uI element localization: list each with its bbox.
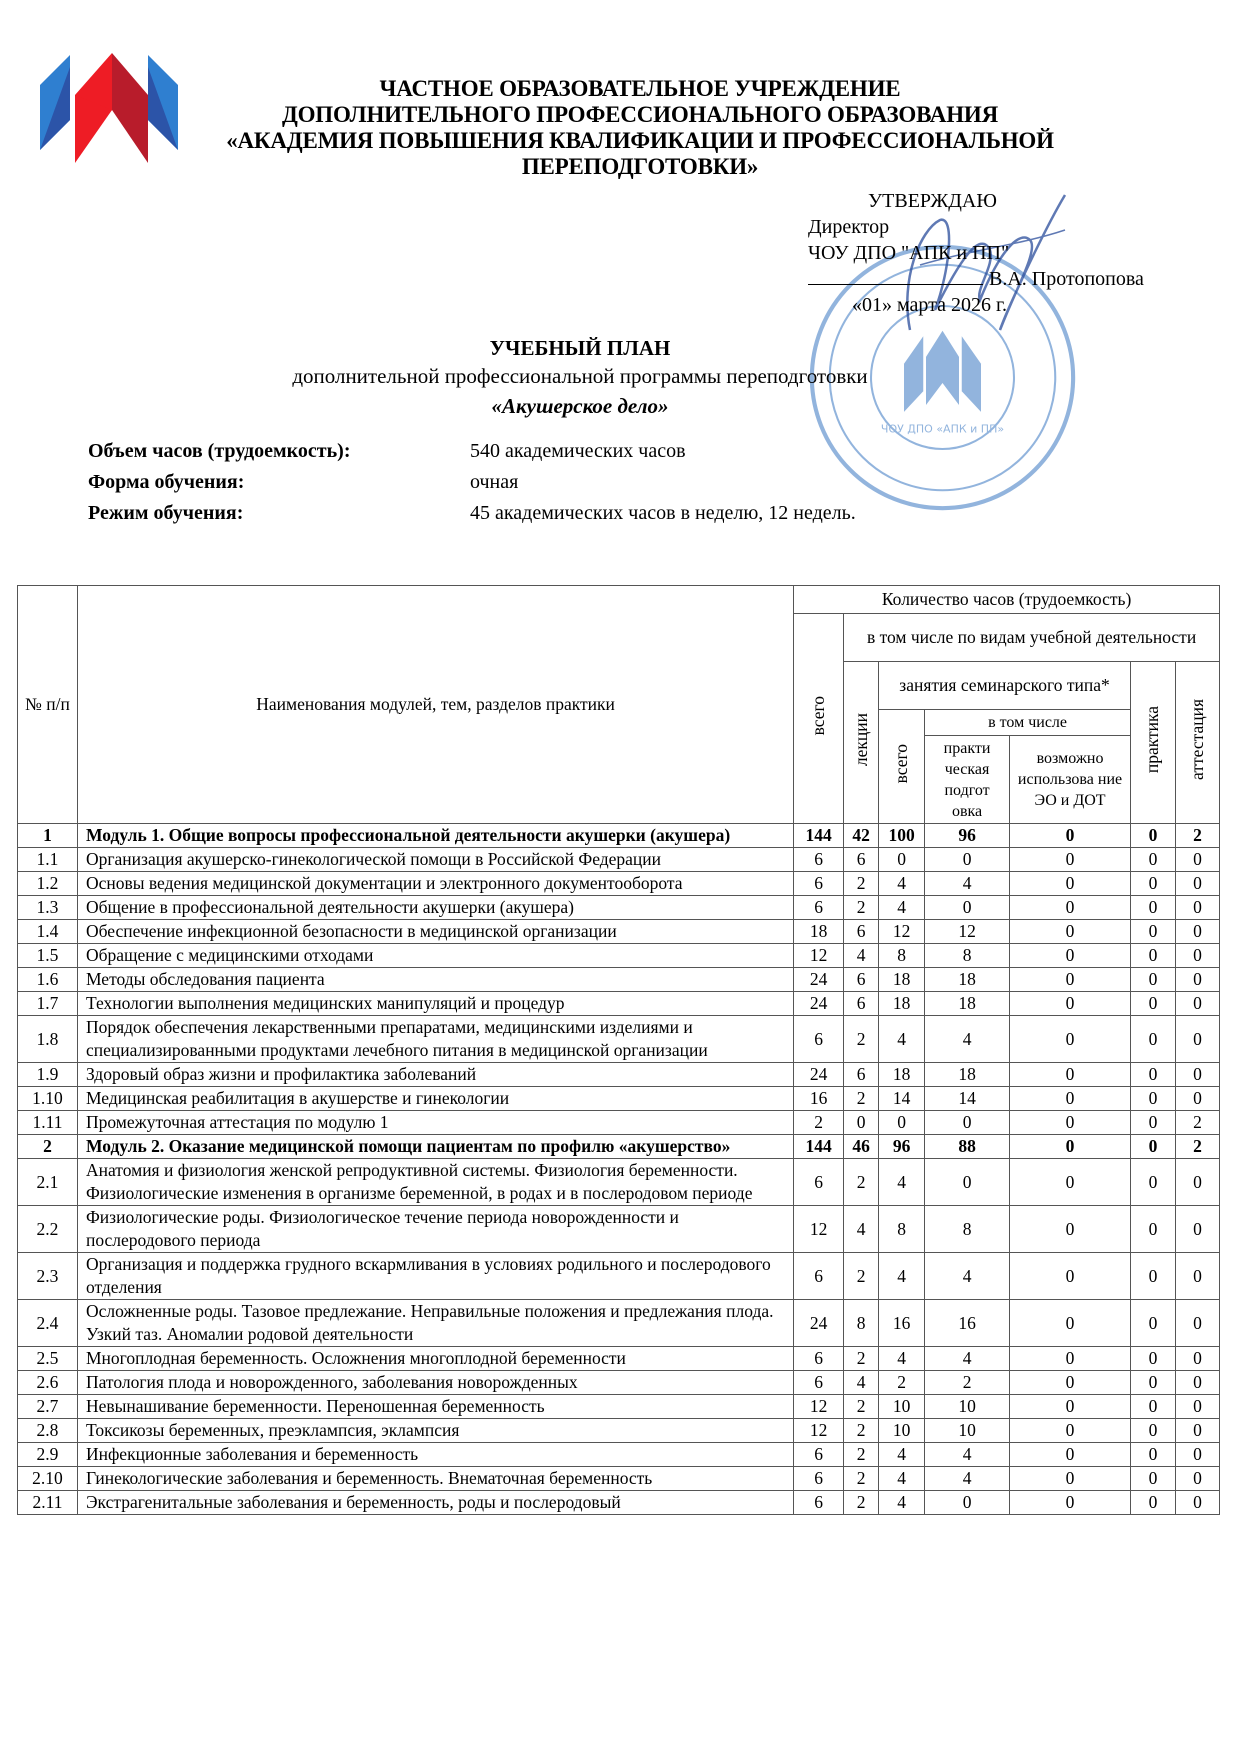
cell-practice: 0 xyxy=(1130,872,1175,896)
meta-value: 540 академических часов xyxy=(470,440,686,462)
row-title: Модуль 2. Оказание медицинской помощи пациентам по профилю «акушерство» xyxy=(77,1135,793,1159)
meta-label: Режим обучения: xyxy=(88,502,244,524)
cell-eo-dot: 0 xyxy=(1010,1253,1131,1300)
row-title: Здоровый образ жизни и профилактика заболеваний xyxy=(77,1063,793,1087)
cell-eo-dot: 0 xyxy=(1010,1443,1131,1467)
cell-eo-dot: 0 xyxy=(1010,872,1131,896)
cell-lectures: 2 xyxy=(844,1159,879,1206)
cell-eo-dot: 0 xyxy=(1010,1491,1131,1515)
cell-practical: 2 xyxy=(925,1371,1010,1395)
cell-seminar-total: 10 xyxy=(879,1395,925,1419)
table-row xyxy=(18,1159,1220,1206)
cell-attestation: 0 xyxy=(1175,1419,1219,1443)
cell-eo-dot: 0 xyxy=(1010,1419,1131,1443)
cell-seminar-total: 18 xyxy=(879,1063,925,1087)
row-title: Токсикозы беременных, преэклампсия, эклампсия xyxy=(77,1419,793,1443)
cell-eo-dot: 0 xyxy=(1010,1395,1131,1419)
cell-lectures: 8 xyxy=(844,1300,879,1347)
cell-attestation: 0 xyxy=(1175,944,1219,968)
cell-eo-dot: 0 xyxy=(1010,896,1131,920)
row-title: Патология плода и новорожденного, заболевания новорожденных xyxy=(77,1371,793,1395)
row-number: 2.5 xyxy=(18,1347,78,1371)
row-number: 2.9 xyxy=(18,1443,78,1467)
cell-total: 6 xyxy=(794,1253,844,1300)
header-total: всего xyxy=(794,614,844,824)
header-name: Наименования модулей, тем, разделов практики xyxy=(77,586,793,824)
cell-attestation: 0 xyxy=(1175,1347,1219,1371)
cell-eo-dot: 0 xyxy=(1010,1135,1131,1159)
cell-lectures: 2 xyxy=(844,1395,879,1419)
approval-block xyxy=(808,188,1144,318)
cell-total: 6 xyxy=(794,848,844,872)
row-number: 1.8 xyxy=(18,1016,78,1063)
meta-row-hours xyxy=(88,436,856,467)
cell-eo-dot: 0 xyxy=(1010,1206,1131,1253)
cell-lectures: 4 xyxy=(844,944,879,968)
row-title: Модуль 1. Общие вопросы профессиональной деятельности акушерки (акушера) xyxy=(77,824,793,848)
approve-word: УТВЕРЖДАЮ xyxy=(868,190,997,212)
cell-total: 12 xyxy=(794,1395,844,1419)
cell-lectures: 6 xyxy=(844,848,879,872)
module-row xyxy=(18,1135,1220,1159)
cell-lectures: 2 xyxy=(844,1253,879,1300)
cell-practical: 16 xyxy=(925,1300,1010,1347)
cell-lectures: 2 xyxy=(844,1443,879,1467)
cell-eo-dot: 0 xyxy=(1010,1371,1131,1395)
cell-seminar-total: 100 xyxy=(879,824,925,848)
cell-seminar-total: 4 xyxy=(879,1443,925,1467)
cell-practice: 0 xyxy=(1130,1111,1175,1135)
cell-lectures: 4 xyxy=(844,1371,879,1395)
row-number: 2.7 xyxy=(18,1395,78,1419)
row-title: Осложненные роды. Тазовое предлежание. Неправильные положения и предлежания плода. Узкий таз. Аномалии родовой деятельности xyxy=(77,1300,793,1347)
cell-attestation: 0 xyxy=(1175,1253,1219,1300)
cell-eo-dot: 0 xyxy=(1010,920,1131,944)
row-number: 2.2 xyxy=(18,1206,78,1253)
row-number: 2.8 xyxy=(18,1419,78,1443)
cell-practice: 0 xyxy=(1130,896,1175,920)
cell-eo-dot: 0 xyxy=(1010,1087,1131,1111)
cell-total: 6 xyxy=(794,1467,844,1491)
cell-practical: 0 xyxy=(925,896,1010,920)
header-seminar-total: всего xyxy=(879,710,925,824)
signature-line xyxy=(808,266,983,285)
row-number: 1.6 xyxy=(18,968,78,992)
row-title: Основы ведения медицинской документации и электронного документооборота xyxy=(77,872,793,896)
header-practice: практика xyxy=(1130,662,1175,824)
table-row xyxy=(18,1395,1220,1419)
org-line-2: ДОПОЛНИТЕЛЬНОГО ПРОФЕССИОНАЛЬНОГО ОБРАЗОВАНИЯ xyxy=(281,102,999,127)
cell-practice: 0 xyxy=(1130,968,1175,992)
cell-seminar-total: 0 xyxy=(879,848,925,872)
cell-practice: 0 xyxy=(1130,1016,1175,1063)
cell-seminar-total: 18 xyxy=(879,968,925,992)
cell-seminar-total: 4 xyxy=(879,1253,925,1300)
cell-total: 6 xyxy=(794,1016,844,1063)
cell-total: 6 xyxy=(794,1347,844,1371)
cell-lectures: 6 xyxy=(844,920,879,944)
cell-attestation: 0 xyxy=(1175,896,1219,920)
cell-practical: 18 xyxy=(925,968,1010,992)
cell-seminar-total: 8 xyxy=(879,944,925,968)
cell-total: 144 xyxy=(794,824,844,848)
cell-attestation: 0 xyxy=(1175,920,1219,944)
row-number: 2.10 xyxy=(18,1467,78,1491)
cell-eo-dot: 0 xyxy=(1010,944,1131,968)
cell-attestation: 0 xyxy=(1175,992,1219,1016)
row-number: 1.2 xyxy=(18,872,78,896)
table-row xyxy=(18,992,1220,1016)
cell-practice: 0 xyxy=(1130,1135,1175,1159)
cell-practice: 0 xyxy=(1130,992,1175,1016)
cell-total: 24 xyxy=(794,1300,844,1347)
row-number: 1 xyxy=(18,824,78,848)
row-number: 1.1 xyxy=(18,848,78,872)
cell-practice: 0 xyxy=(1130,1159,1175,1206)
approve-position: Директор xyxy=(808,216,890,238)
cell-practical: 0 xyxy=(925,848,1010,872)
table-row xyxy=(18,1347,1220,1371)
org-line-4: ПЕРЕПОДГОТОВКИ» xyxy=(521,154,759,179)
row-title: Медицинская реабилитация в акушерстве и гинекологии xyxy=(77,1087,793,1111)
cell-lectures: 2 xyxy=(844,896,879,920)
table-row xyxy=(18,1300,1220,1347)
meta-value: 45 академических часов в неделю, 12 недель. xyxy=(470,502,856,524)
cell-total: 16 xyxy=(794,1087,844,1111)
cell-seminar-total: 4 xyxy=(879,1347,925,1371)
cell-seminar-total: 14 xyxy=(879,1087,925,1111)
cell-practical: 96 xyxy=(925,824,1010,848)
cell-seminar-total: 12 xyxy=(879,920,925,944)
table-row xyxy=(18,1419,1220,1443)
row-title: Методы обследования пациента xyxy=(77,968,793,992)
row-title: Организация и поддержка грудного вскармливания в условиях родильного и послеродового отделения xyxy=(77,1253,793,1300)
table-row xyxy=(18,1443,1220,1467)
cell-lectures: 2 xyxy=(844,1419,879,1443)
meta-value: очная xyxy=(470,471,519,493)
cell-seminar-total: 4 xyxy=(879,1491,925,1515)
cell-practical: 4 xyxy=(925,872,1010,896)
header-eo-dot: возможно использова ние ЭО и ДОТ xyxy=(1010,736,1131,824)
cell-practical: 4 xyxy=(925,1467,1010,1491)
cell-practice: 0 xyxy=(1130,1395,1175,1419)
cell-attestation: 0 xyxy=(1175,1371,1219,1395)
row-number: 2.1 xyxy=(18,1159,78,1206)
academy-logo-icon xyxy=(30,45,180,165)
cell-lectures: 6 xyxy=(844,968,879,992)
cell-practical: 4 xyxy=(925,1443,1010,1467)
cell-lectures: 2 xyxy=(844,1087,879,1111)
cell-eo-dot: 0 xyxy=(1010,848,1131,872)
cell-attestation: 2 xyxy=(1175,824,1219,848)
cell-total: 6 xyxy=(794,872,844,896)
cell-total: 6 xyxy=(794,1159,844,1206)
cell-eo-dot: 0 xyxy=(1010,1467,1131,1491)
approval-date: «01» марта 2026 г. xyxy=(852,294,1007,316)
table-row xyxy=(18,968,1220,992)
cell-seminar-total: 4 xyxy=(879,1016,925,1063)
program-meta xyxy=(88,436,856,529)
cell-total: 18 xyxy=(794,920,844,944)
cell-total: 6 xyxy=(794,1443,844,1467)
cell-eo-dot: 0 xyxy=(1010,1111,1131,1135)
cell-practical: 4 xyxy=(925,1016,1010,1063)
cell-practice: 0 xyxy=(1130,944,1175,968)
cell-attestation: 0 xyxy=(1175,1443,1219,1467)
row-number: 1.10 xyxy=(18,1087,78,1111)
cell-practice: 0 xyxy=(1130,824,1175,848)
row-title: Инфекционные заболевания и беременность xyxy=(77,1443,793,1467)
cell-lectures: 4 xyxy=(844,1206,879,1253)
cell-practical: 18 xyxy=(925,1063,1010,1087)
cell-practice: 0 xyxy=(1130,848,1175,872)
cell-attestation: 2 xyxy=(1175,1135,1219,1159)
cell-eo-dot: 0 xyxy=(1010,824,1131,848)
cell-lectures: 46 xyxy=(844,1135,879,1159)
cell-practical: 8 xyxy=(925,1206,1010,1253)
table-row xyxy=(18,1111,1220,1135)
cell-seminar-total: 8 xyxy=(879,1206,925,1253)
row-title: Обеспечение инфекционной безопасности в медицинской организации xyxy=(77,920,793,944)
org-line-3: «АКАДЕМИЯ ПОВЫШЕНИЯ КВАЛИФИКАЦИИ И ПРОФЕССИОНАЛЬНОЙ xyxy=(226,128,1054,153)
row-title: Экстрагенитальные заболевания и беременность, роды и послеродовый xyxy=(77,1491,793,1515)
cell-eo-dot: 0 xyxy=(1010,992,1131,1016)
cell-eo-dot: 0 xyxy=(1010,968,1131,992)
cell-practice: 0 xyxy=(1130,1063,1175,1087)
header-attestation: аттестация xyxy=(1175,662,1219,824)
cell-seminar-total: 0 xyxy=(879,1111,925,1135)
cell-lectures: 6 xyxy=(844,992,879,1016)
cell-lectures: 42 xyxy=(844,824,879,848)
cell-seminar-total: 96 xyxy=(879,1135,925,1159)
cell-practical: 14 xyxy=(925,1087,1010,1111)
cell-practical: 10 xyxy=(925,1395,1010,1419)
header-lectures: лекции xyxy=(844,662,879,824)
cell-lectures: 2 xyxy=(844,1491,879,1515)
table-row xyxy=(18,1491,1220,1515)
meta-label: Объем часов (трудоемкость): xyxy=(88,440,351,462)
approve-org: ЧОУ ДПО "АПК и ПП" xyxy=(808,242,1010,264)
cell-practice: 0 xyxy=(1130,1467,1175,1491)
cell-lectures: 2 xyxy=(844,872,879,896)
svg-text:ЧОУ ДПО «АПК и ПП»: ЧОУ ДПО «АПК и ПП» xyxy=(880,422,1005,436)
table-row xyxy=(18,1253,1220,1300)
cell-practice: 0 xyxy=(1130,1087,1175,1111)
cell-attestation: 0 xyxy=(1175,1016,1219,1063)
cell-lectures: 2 xyxy=(844,1016,879,1063)
row-title: Промежуточная аттестация по модулю 1 xyxy=(77,1111,793,1135)
row-title: Невынашивание беременности. Переношенная беременность xyxy=(77,1395,793,1419)
cell-practical: 88 xyxy=(925,1135,1010,1159)
cell-attestation: 0 xyxy=(1175,1395,1219,1419)
cell-attestation: 0 xyxy=(1175,968,1219,992)
cell-practical: 0 xyxy=(925,1111,1010,1135)
cell-practical: 8 xyxy=(925,944,1010,968)
cell-practice: 0 xyxy=(1130,1443,1175,1467)
cell-attestation: 2 xyxy=(1175,1111,1219,1135)
cell-total: 6 xyxy=(794,1491,844,1515)
row-title: Анатомия и физиология женской репродуктивной системы. Физиология беременности. Физиологические изменения в организме беременной, в родах и в послеродовом периоде xyxy=(77,1159,793,1206)
organization-header xyxy=(170,76,1110,180)
cell-practical: 4 xyxy=(925,1347,1010,1371)
row-number: 1.11 xyxy=(18,1111,78,1135)
cell-total: 2 xyxy=(794,1111,844,1135)
table-row xyxy=(18,1016,1220,1063)
cell-attestation: 0 xyxy=(1175,1300,1219,1347)
meta-row-form xyxy=(88,467,856,498)
table-row xyxy=(18,1206,1220,1253)
cell-lectures: 6 xyxy=(844,1063,879,1087)
row-title: Обращение с медицинскими отходами xyxy=(77,944,793,968)
cell-total: 24 xyxy=(794,992,844,1016)
row-number: 1.9 xyxy=(18,1063,78,1087)
cell-total: 24 xyxy=(794,1063,844,1087)
cell-practice: 0 xyxy=(1130,1371,1175,1395)
curriculum-table xyxy=(17,585,1220,1515)
cell-attestation: 0 xyxy=(1175,1087,1219,1111)
row-number: 1.5 xyxy=(18,944,78,968)
cell-attestation: 0 xyxy=(1175,1467,1219,1491)
cell-attestation: 0 xyxy=(1175,1159,1219,1206)
cell-practical: 10 xyxy=(925,1419,1010,1443)
meta-label: Форма обучения: xyxy=(88,471,245,493)
row-number: 2.6 xyxy=(18,1371,78,1395)
cell-eo-dot: 0 xyxy=(1010,1063,1131,1087)
row-title: Многоплодная беременность. Осложнения многоплодной беременности xyxy=(77,1347,793,1371)
row-title: Общение в профессиональной деятельности акушерки (акушера) xyxy=(77,896,793,920)
cell-seminar-total: 18 xyxy=(879,992,925,1016)
header-hours: Количество часов (трудоемкость) xyxy=(794,586,1220,614)
table-row xyxy=(18,920,1220,944)
table-row xyxy=(18,896,1220,920)
table-row xyxy=(18,944,1220,968)
cell-lectures: 0 xyxy=(844,1111,879,1135)
program-name: «Акушерское дело» xyxy=(491,394,669,418)
table-row xyxy=(18,848,1220,872)
row-title: Физиологические роды. Физиологическое течение периода новорожденности и послеродового периода xyxy=(77,1206,793,1253)
cell-eo-dot: 0 xyxy=(1010,1300,1131,1347)
cell-total: 6 xyxy=(794,1371,844,1395)
cell-practice: 0 xyxy=(1130,1419,1175,1443)
cell-seminar-total: 2 xyxy=(879,1371,925,1395)
cell-practical: 0 xyxy=(925,1159,1010,1206)
plan-title: УЧЕБНЫЙ ПЛАН xyxy=(489,336,671,360)
cell-attestation: 0 xyxy=(1175,1491,1219,1515)
row-number: 2 xyxy=(18,1135,78,1159)
plan-subtitle: дополнительной профессиональной программы переподготовки xyxy=(292,364,868,388)
table-row xyxy=(18,1087,1220,1111)
row-title: Технологии выполнения медицинских манипуляций и процедур xyxy=(77,992,793,1016)
cell-eo-dot: 0 xyxy=(1010,1159,1131,1206)
cell-lectures: 2 xyxy=(844,1467,879,1491)
table-row xyxy=(18,1063,1220,1087)
header-including: в том числе xyxy=(925,710,1131,736)
cell-practical: 4 xyxy=(925,1253,1010,1300)
cell-eo-dot: 0 xyxy=(1010,1347,1131,1371)
cell-attestation: 0 xyxy=(1175,848,1219,872)
header-by-type: в том числе по видам учебной деятельности xyxy=(844,614,1220,662)
cell-attestation: 0 xyxy=(1175,1206,1219,1253)
cell-total: 24 xyxy=(794,968,844,992)
row-number: 2.4 xyxy=(18,1300,78,1347)
cell-seminar-total: 16 xyxy=(879,1300,925,1347)
row-number: 1.7 xyxy=(18,992,78,1016)
cell-total: 12 xyxy=(794,1419,844,1443)
cell-practice: 0 xyxy=(1130,1253,1175,1300)
org-line-1: ЧАСТНОЕ ОБРАЗОВАТЕЛЬНОЕ УЧРЕЖДЕНИЕ xyxy=(379,76,901,101)
cell-eo-dot: 0 xyxy=(1010,1016,1131,1063)
header-num: № п/п xyxy=(18,586,78,824)
cell-practice: 0 xyxy=(1130,1491,1175,1515)
row-title: Гинекологические заболевания и беременность. Внематочная беременность xyxy=(77,1467,793,1491)
cell-practice: 0 xyxy=(1130,1206,1175,1253)
table-row xyxy=(18,872,1220,896)
cell-seminar-total: 4 xyxy=(879,1159,925,1206)
header-practical-training: практи ческая подгот овка xyxy=(925,736,1010,824)
cell-practice: 0 xyxy=(1130,920,1175,944)
row-number: 1.3 xyxy=(18,896,78,920)
table-row xyxy=(18,1371,1220,1395)
cell-total: 144 xyxy=(794,1135,844,1159)
module-row xyxy=(18,824,1220,848)
cell-seminar-total: 4 xyxy=(879,872,925,896)
cell-seminar-total: 4 xyxy=(879,1467,925,1491)
cell-attestation: 0 xyxy=(1175,1063,1219,1087)
row-number: 2.11 xyxy=(18,1491,78,1515)
cell-attestation: 0 xyxy=(1175,872,1219,896)
row-title: Порядок обеспечения лекарственными препаратами, медицинскими изделиями и специализированными продуктами лечебного питания в медицинской организации xyxy=(77,1016,793,1063)
cell-practical: 12 xyxy=(925,920,1010,944)
cell-lectures: 2 xyxy=(844,1347,879,1371)
table-row xyxy=(18,1467,1220,1491)
cell-seminar-total: 10 xyxy=(879,1419,925,1443)
header-seminar: занятия семинарского типа* xyxy=(879,662,1131,710)
row-number: 1.4 xyxy=(18,920,78,944)
row-number: 2.3 xyxy=(18,1253,78,1300)
cell-total: 12 xyxy=(794,944,844,968)
cell-total: 12 xyxy=(794,1206,844,1253)
meta-row-mode xyxy=(88,498,856,529)
row-title: Организация акушерско-гинекологической помощи в Российской Федерации xyxy=(77,848,793,872)
cell-practice: 0 xyxy=(1130,1347,1175,1371)
cell-practical: 0 xyxy=(925,1491,1010,1515)
cell-practice: 0 xyxy=(1130,1300,1175,1347)
director-name: В.А. Протопопова xyxy=(989,268,1144,290)
cell-practical: 18 xyxy=(925,992,1010,1016)
cell-seminar-total: 4 xyxy=(879,896,925,920)
cell-total: 6 xyxy=(794,896,844,920)
